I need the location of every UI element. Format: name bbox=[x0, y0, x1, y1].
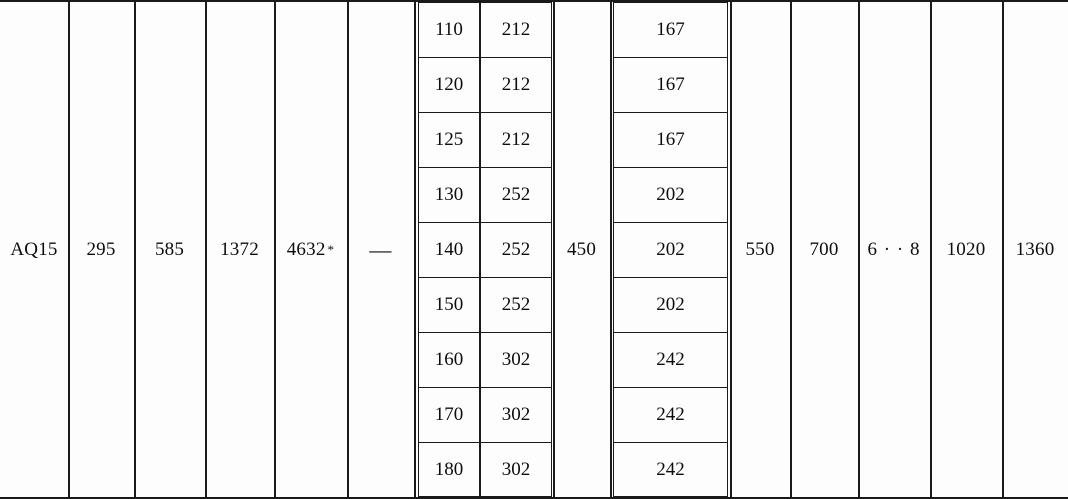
cell-value-1372 bbox=[205, 0, 274, 499]
cell-value: 550 bbox=[745, 238, 775, 260]
subtable-cell: 302 bbox=[480, 387, 552, 442]
subtable-size bbox=[418, 0, 480, 499]
cell-value-4632 bbox=[274, 0, 347, 499]
subtable-cell: 302 bbox=[480, 442, 552, 497]
cell-strength-2 bbox=[134, 0, 205, 499]
subtable-cell: 242 bbox=[613, 442, 728, 497]
subtable-cell: 160 bbox=[418, 332, 480, 387]
row-label-cell bbox=[0, 0, 68, 499]
subtable-cell: 212 bbox=[480, 112, 552, 167]
cell-value: 700 bbox=[809, 238, 839, 260]
subtable-cell: 252 bbox=[480, 222, 552, 277]
cell-range bbox=[858, 0, 930, 499]
subtable-cell: 167 bbox=[613, 57, 728, 112]
cell-1020 bbox=[930, 0, 1002, 499]
subtable-cell: 170 bbox=[418, 387, 480, 442]
cell-value: 4632 bbox=[286, 238, 326, 260]
subtable-value-b bbox=[613, 0, 728, 499]
cell-value: 295 bbox=[86, 238, 116, 260]
cell-dash bbox=[347, 0, 414, 499]
cell-value: 585 bbox=[154, 238, 185, 260]
cell-value: 1020 bbox=[946, 238, 986, 260]
cell-700 bbox=[790, 0, 858, 499]
cell-550 bbox=[730, 0, 790, 499]
subtable-cell: 252 bbox=[480, 167, 552, 222]
cell-value: 1372 bbox=[220, 238, 259, 260]
cell-value: 6 · · 8 bbox=[867, 238, 921, 260]
subtable-cell: 167 bbox=[613, 2, 728, 57]
subtable-cell: 140 bbox=[418, 222, 480, 277]
column-divider-6 bbox=[414, 0, 416, 499]
subtable-cell: 242 bbox=[613, 387, 728, 442]
column-divider-8 bbox=[610, 0, 612, 499]
subtable-cell: 202 bbox=[613, 167, 728, 222]
subtable-cell: 180 bbox=[418, 442, 480, 497]
cell-value: — bbox=[369, 236, 392, 262]
cell-strength-1 bbox=[68, 0, 134, 499]
subtable-cell: 242 bbox=[613, 332, 728, 387]
subtable-cell: 150 bbox=[418, 277, 480, 332]
subtable-cell: 120 bbox=[418, 57, 480, 112]
subtable-cell: 130 bbox=[418, 167, 480, 222]
subtable-cell: 302 bbox=[480, 332, 552, 387]
subtable-cell: 212 bbox=[480, 2, 552, 57]
cell-450 bbox=[553, 0, 610, 499]
subtable-cell: 252 bbox=[480, 277, 552, 332]
footnote-asterisk: * bbox=[327, 241, 335, 257]
subtable-cell: 212 bbox=[480, 57, 552, 112]
subtable-cell: 110 bbox=[418, 2, 480, 57]
subtable-cell: 125 bbox=[418, 112, 480, 167]
cell-1360 bbox=[1002, 0, 1068, 499]
cell-value: 1360 bbox=[1015, 238, 1055, 260]
subtable-cell: 202 bbox=[613, 222, 728, 277]
subtable-value-a bbox=[480, 0, 552, 499]
subtable-cell: 167 bbox=[613, 112, 728, 167]
subtable-cell: 202 bbox=[613, 277, 728, 332]
row-label: AQ15 bbox=[10, 238, 58, 260]
cell-value: 450 bbox=[566, 238, 597, 260]
